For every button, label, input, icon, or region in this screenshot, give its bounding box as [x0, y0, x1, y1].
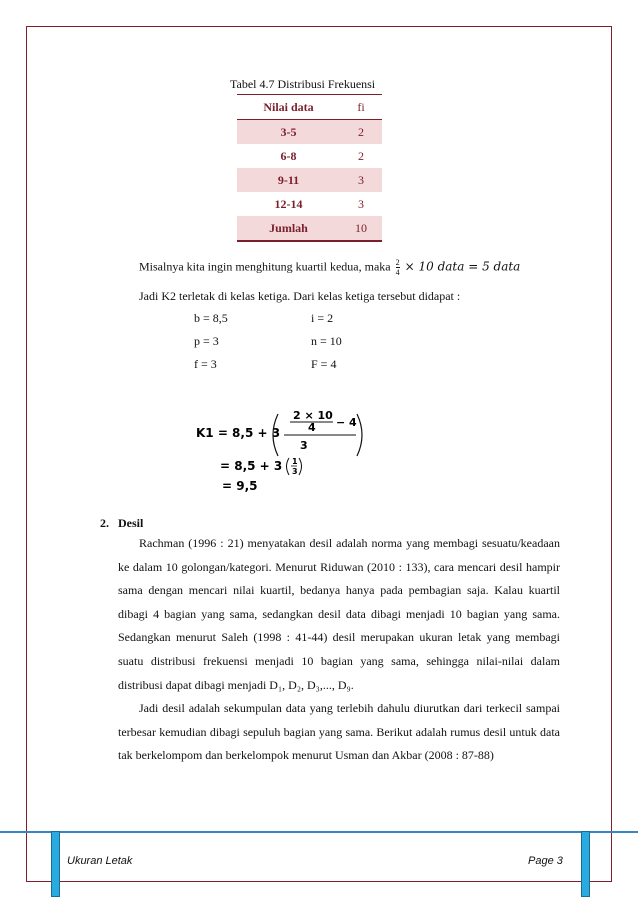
jadi-line: Jadi K2 terletak di kelas ketiga. Dari kelas ketiga tersebut didapat : — [139, 289, 461, 303]
footer-rule — [0, 831, 638, 833]
var-p: p = 3 — [194, 334, 219, 348]
var-n: n = 10 — [311, 334, 342, 348]
var-i: i = 2 — [311, 311, 334, 325]
footer-title: Ukuran Letak — [67, 855, 133, 867]
formula-minus: − 4 — [336, 416, 357, 429]
k1-formula — [196, 400, 366, 500]
header-fi: fi — [340, 95, 382, 120]
footer-bar-left — [51, 831, 60, 897]
section-title: Desil — [118, 516, 144, 530]
var-f: f = 3 — [194, 357, 217, 371]
formula-line3: = 9,5 — [222, 479, 258, 493]
table-row — [237, 168, 382, 192]
table-row — [237, 120, 382, 145]
cell-frequency: 3 — [340, 192, 382, 216]
misal-fraction — [396, 258, 400, 277]
cell-range: 3-5 — [237, 120, 340, 145]
fraction-numerator: 2 — [395, 258, 400, 267]
frequency-table — [237, 94, 382, 242]
header-nilai-data: Nilai data — [237, 95, 340, 120]
formula-outer-den: 3 — [300, 439, 308, 452]
table-row — [237, 192, 382, 216]
formula-inner-den: 4 — [308, 421, 316, 434]
table-total-row — [237, 216, 382, 241]
formula-line2: = 8,5 + 3 — [220, 459, 283, 473]
paragraph-1: Rachman (1996 : 21) menyatakan desil adalah norma yang membagi sesuatu/keadaan ke dalam 10 golongan/kategori. Menurut Riduwan (2010 : 133), cara mencari desil hampir sama dengan mencari nilai kuartil, bedanya hanya pada pembagian saja. Kalau kuartil dibagi 4 bagian yang sama, sedangkan desil data dibagi menjadi 10 bagian yang sama. Sedangkan menurut Saleh (1998 : 41-44) desil merupakan ukuran letak yang membagi suatu distribusi frekuensi menjadi 10 bagian yang sama, sehingga nilai-nilai dalam distribusi dapat dibagi menjadi D₁, D₂, D₃,..., D₉. — [118, 536, 560, 692]
footer-bar-right — [581, 831, 590, 897]
cell-range: 6-8 — [237, 144, 340, 168]
formula-lhs: K1 = 8,5 + 3 — [196, 426, 281, 440]
fraction-denominator: 4 — [395, 268, 400, 277]
misal-line — [139, 258, 520, 277]
cell-range: 12-14 — [237, 192, 340, 216]
section-heading — [100, 516, 143, 531]
formula-line2-num: 1 — [292, 457, 298, 466]
cell-total-value: 10 — [340, 216, 382, 241]
formula-inner-num: 2 × 10 — [293, 409, 333, 422]
page-number: Page 3 — [528, 855, 563, 867]
formula-line2-den: 3 — [292, 467, 298, 476]
table-caption: Tabel 4.7 Distribusi Frekuensi — [230, 77, 376, 91]
table-header-row — [237, 95, 382, 120]
var-b: b = 8,5 — [194, 311, 228, 325]
misal-math: × 10 data = 5 data — [404, 259, 521, 274]
cell-frequency: 3 — [340, 168, 382, 192]
cell-frequency: 2 — [340, 120, 382, 145]
section-number: 2. — [100, 516, 109, 530]
var-F: F = 4 — [311, 357, 337, 371]
cell-total-label: Jumlah — [237, 216, 340, 241]
paragraph-2: Jadi desil adalah sekumpulan data yang terlebih dahulu diurutkan dari terkecil sampai terbesar kemudian dibagi sepuluh bagian yang sama. Berikut adalah rumus desil untuk data tak berkelompom dan berkelompok menurut Usman dan Akbar (2008 : 87-88) — [118, 701, 560, 763]
body-paragraphs — [118, 532, 560, 768]
misal-text: Misalnya kita ingin menghitung kuartil kedua, maka — [139, 259, 391, 274]
table-row — [237, 144, 382, 168]
cell-range: 9-11 — [237, 168, 340, 192]
cell-frequency: 2 — [340, 144, 382, 168]
